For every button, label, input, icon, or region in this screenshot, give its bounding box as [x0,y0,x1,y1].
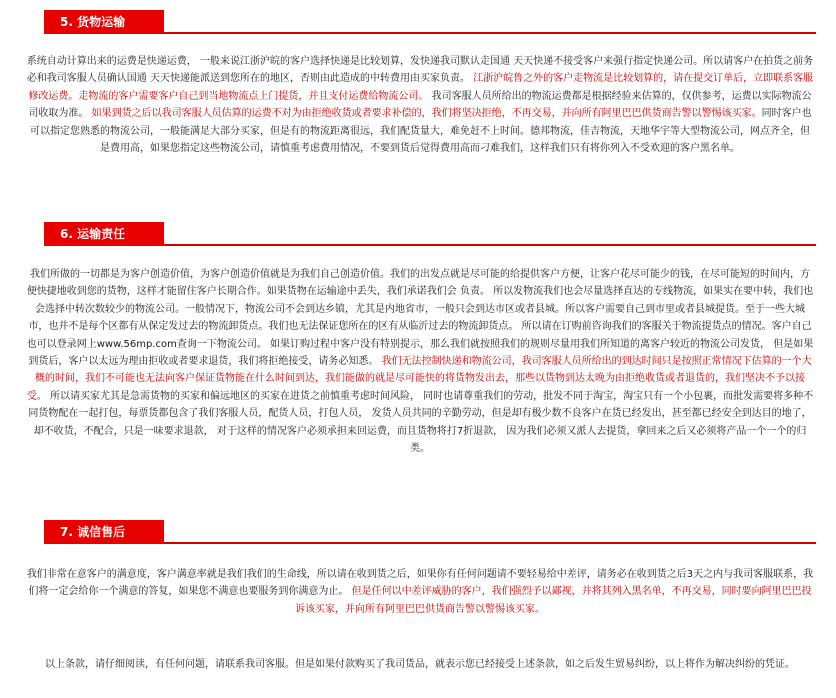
section-paragraph [26,53,814,157]
paragraph-text: 所以请买家尤其是急需货物的买家和偏远地区的买家在进货之前慎重考虑时间风险， 同时也请尊重我们的劳动，批发不同于淘宝，淘宝只有一个小包裹，而批发需要将多种不同货物配在一起打包，每票货都包含了我们客服人员，配货人员，打包人员， 发货人员共同的辛勤劳动，但是却有极少数不良客户在货已经发出，甚至都已经安全到达目的地了，却不收货，不配合，只是一味要求退款， 对于这样的情况客户必须承担来回运费，而且货物将打7折退款， 因为我们必须又派人去提货，拿回来之后又必须将产品一个一个的归类。 [28,390,814,455]
section-header-bar [44,222,816,246]
paragraph-text: 我们非常在意客户的满意度，客户满意率就是我们我们的生命线，所以请在收到货之后，如果你有任何问题请不要轻易给中差评，请务必在收到货之后3天之内与我司客服联系，我们将一定会给你一个满意的答复，如果您不满意也要服务到你满意为止。 [26,569,814,598]
section-title: 5. 货物运输 [44,10,164,34]
section-title: 6. 运输责任 [44,222,164,246]
section-transport-responsibility [0,212,836,502]
paragraph-text: 同时客户也可以指定您熟悉的物流公司，一般能满足大部分买家，但是有的物流距离很远，我们配货量大，难免赶不上时间。德邦物流，佳吉物流，天地华宇等大型物流公司，网点齐全，但是费用高，如果您指定这些物流公司，请慎重考虑费用情况，不要到货后觉得费用高而刁难我们，这样我们只有将你列入不受欢迎的客户黑名单。 [30,108,812,155]
paragraph-text: 我司客服人员所给出的物流运费都是根据经验来估算的，仅供参考，运费以实际物流公司收取为准。 [28,90,812,120]
section-paragraph [26,566,814,618]
paragraph-emphasis: 如果到货之后以我司客服人员估算的运费不对为由拒绝收货或者要求补偿的，我们将坚决拒绝，不再交易，并向所有阿里巴巴供货商告警以警惕该买家。 [91,108,762,120]
footer-notice: 以上条款，请仔细阅读，有任何问题，请联系我司客服。但是如果付款购买了我司货品，就表示您已经接受上述条款，如之后发生贸易纠纷，以上将作为解决纠纷的凭证。 [45,659,795,670]
paragraph-emphasis: 我们无法控制快递和物流公司，我司客服人员所给出的到达时间只是按照正常情况下估算的一个大概的时间，我们不可能也无法向客户保证货物能在什么时间到达，我们能做的就是尽可能快的将货物发出去，那些以货物到达太晚为由拒绝收货或者退货的，我们坚决不予以接受。 [26,356,812,402]
section-header-bar [44,10,816,34]
paragraph-emphasis: 但是任何以中差评威胁的客户，我们强烈予以鄙视，并将其列入黑名单，不再交易，同时要向阿里巴巴投诉该买家，并向所有阿里巴巴供货商告警以警惕该买家。 [295,586,812,615]
section-cargo-transport [0,0,836,208]
paragraph-text: 系统自动计算出来的运费是快递运费， 一般来说江浙沪皖的客户选择快递是比较划算，发快递我司默认走国通 天天快递不接受客户来强行指定快递公司。所以请客户在拍货之前务必和我司客服人员确认国通 天天快递能派送到您所在的地区，否则由此造成的中转费用由买家负责。 [26,56,814,85]
section-after-sales [0,508,836,626]
paragraph-text: 我们所做的一切都是为客户创造价值，为客户创造价值就是为我们自己创造价值。我们的出发点就是尽可能的给提供客户方便，让客户花尽可能少的钱，在尽可能短的时间内，方便快捷地收到您的货物，这样才能留住客户长期合作。如果货物在运输途中丢失，我们承诺我们会 负责。 所以发物流我们也会尽量选择直达的专线物流，如果实在要中转，我们也会选择中转次数较少的物流公司。一般情况下，物流公司不会到达乡镇，尤其是内地省市，一般只会到达市区或者县城。所以客户需要自己到市里或者县城提货。至于一些大城市，也并不是每个区都有从保定发过去的物流卸货点。我们也无法保证您所在的区有从临沂过去的物流卸货点。 所以请在订购前咨询我们的客服关于物流提货点的情况。客户自己也可以登录网上www.56mp.com查询一下物流公司。 如果订购过程中客户没有特别提示，那么我们就按照我们的规则尽量用我们所知道的离客户较近的物流公司发货， 但是如果到货后，客户以太远为理由拒收或者要求退货，我们将拒绝接受，请务必知悉。 [26,269,814,368]
paragraph-emphasis: 江浙沪皖鲁之外的客户走物流是比较划算的，请在提交订单后，立即联系客服修改运费。走物流的客户需要客户自己到当地物流点上门提货，并且支付运费给物流公司。 [28,73,814,102]
section-title: 7. 诚信售后 [44,520,164,544]
section-paragraph [26,266,814,457]
section-header-bar [44,520,816,544]
